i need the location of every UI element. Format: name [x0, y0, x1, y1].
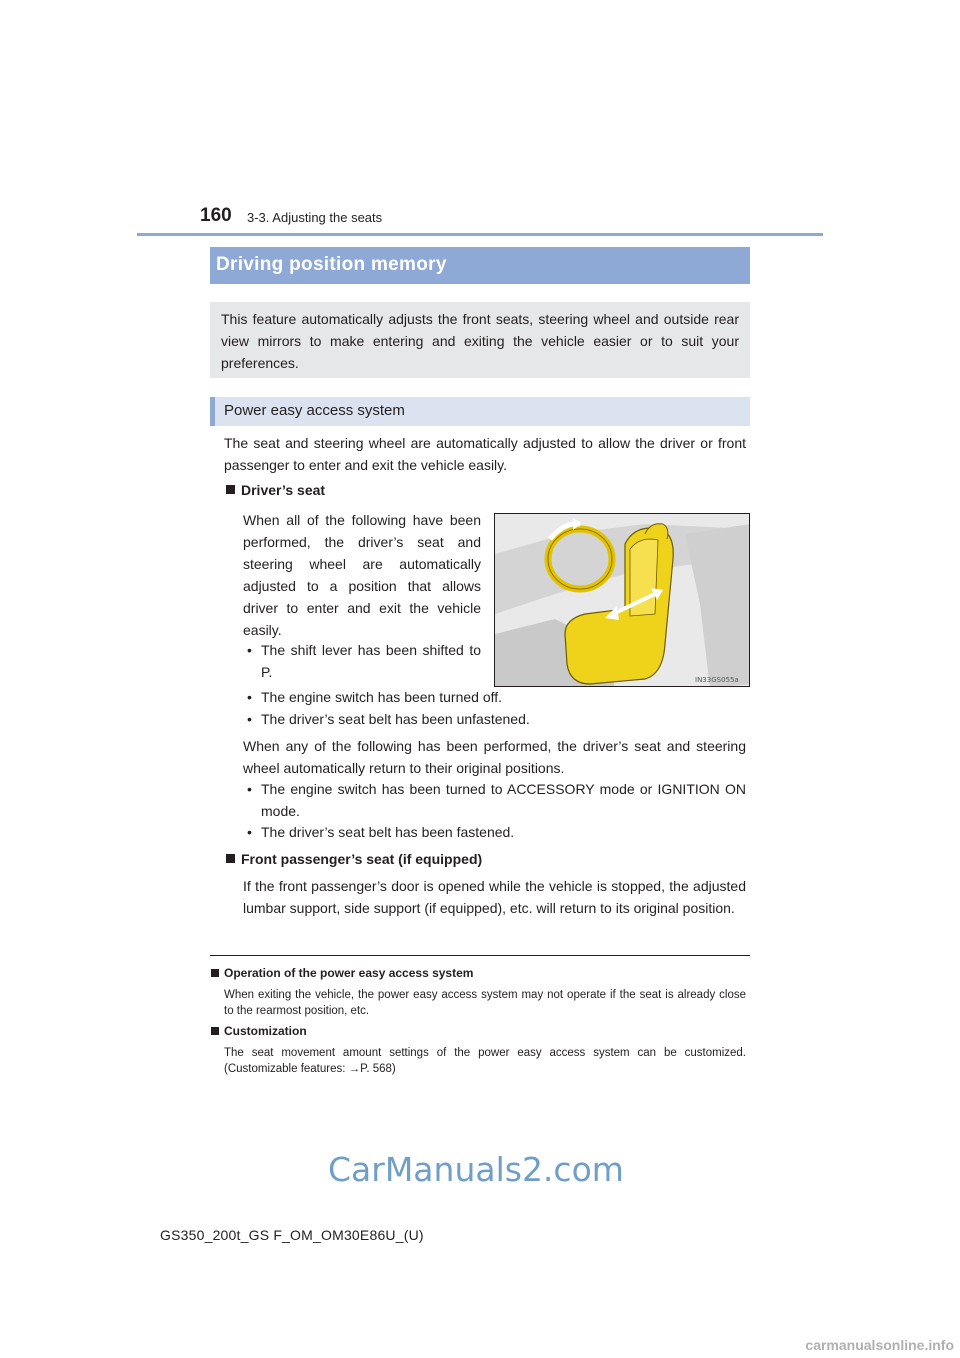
list-item: • The shift lever has been shifted to P. [247, 642, 481, 680]
page-number: 160 [200, 205, 232, 226]
section-reference: 3-3. Adjusting the seats [247, 210, 383, 225]
lead-paragraph: The seat and steering wheel are automatically adjusted to allow the driver or front passenger to enter and exit the vehicle easily. [224, 435, 746, 473]
footer-code: GS350_200t_GS F_OM_OM30E86U_(U) [160, 1227, 424, 1243]
list-item: • The engine switch has been turned to ACCESSORY mode or IGNITION ON mode. [247, 781, 746, 819]
square-bullet-icon [226, 485, 235, 494]
list-item: • The engine switch has been turned off. [247, 689, 503, 705]
square-bullet-icon [226, 854, 235, 863]
list-item: • The driver’s seat belt has been fastened. [247, 824, 515, 840]
figure-code: IN33GS055a [695, 676, 739, 684]
drivers-seat-heading: Driver’s seat [226, 482, 325, 498]
note-text: The seat movement amount settings of the power easy access system can be customized. (Customizable features: →P. 568) [224, 1047, 746, 1075]
watermark-logo[interactable]: CarManuals2.com [328, 1150, 624, 1189]
drivers-seat-text: When all of the following have been performed, the driver’s seat and steering wheel are automatically adjusted to a position that allows driver to enter and exit the vehicle easily. [243, 512, 481, 638]
intro-box: This feature automatically adjusts the front seats, steering wheel and outside rear view mirrors to make entering and exiting the vehicle easier or to suit your preferences. [210, 302, 750, 378]
header-rule [137, 233, 823, 236]
watermark-footer[interactable]: carmanualsonline.info [805, 1337, 954, 1353]
note-text: When exiting the vehicle, the power easy access system may not operate if the seat is already close to the rearmost position, etc. [224, 989, 746, 1017]
note-heading: Operation of the power easy access system [211, 966, 473, 980]
note-heading: Customization [211, 1024, 307, 1038]
seat-illustration-figure [494, 513, 750, 687]
seat-illustration-icon [495, 514, 750, 687]
return-text: When any of the following has been performed, the driver’s seat and steering wheel automatically return to their original positions. [243, 738, 746, 776]
square-bullet-icon [211, 1027, 219, 1035]
passenger-seat-heading: Front passenger’s seat (if equipped) [226, 851, 482, 867]
subsection-heading: Power easy access system [210, 397, 750, 426]
list-item: • The driver’s seat belt has been unfastened. [247, 711, 530, 727]
square-bullet-icon [211, 969, 219, 977]
passenger-seat-text: If the front passenger’s door is opened while the vehicle is stopped, the adjusted lumbar support, side support (if equipped), etc. will return to its original position. [243, 878, 746, 916]
page-title: Driving position memory [210, 247, 750, 284]
notes-divider [210, 955, 750, 956]
